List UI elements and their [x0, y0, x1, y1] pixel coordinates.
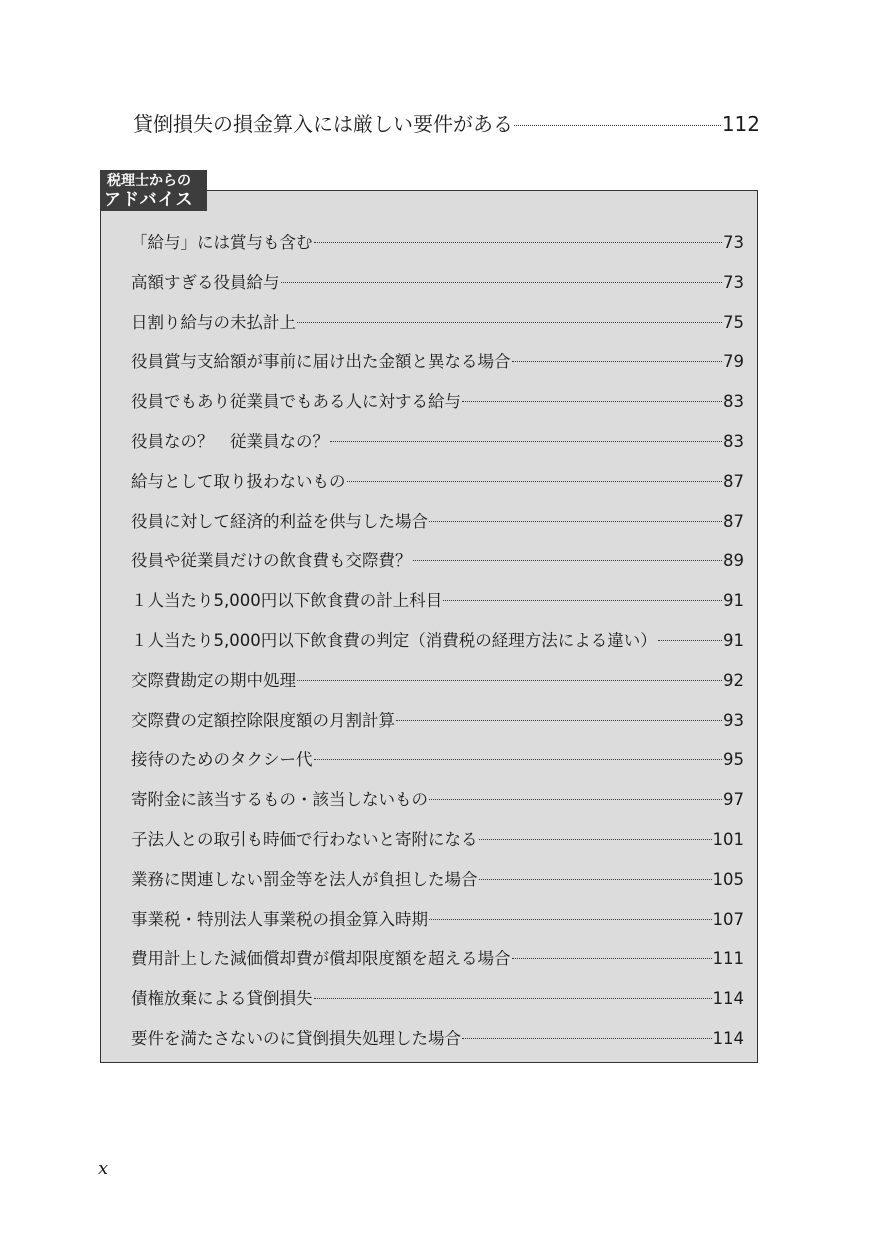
- dot-leader: [297, 322, 722, 323]
- toc-entry: [131, 309, 744, 333]
- dot-leader: [330, 441, 722, 442]
- dot-leader: [512, 361, 723, 362]
- toc-entry-title: 日割り給与の未払計上: [131, 312, 296, 332]
- toc-entry-title: 交際費の定額控除限度額の月割計算: [131, 710, 395, 730]
- toc-entry-page: 91: [723, 631, 744, 650]
- dot-leader: [396, 720, 722, 721]
- toc-entry-page: 112: [721, 112, 760, 136]
- toc-entry-title: 業務に関連しない罰金等を法人が負担した場合: [131, 869, 478, 889]
- toc-entry-page: 101: [712, 830, 744, 849]
- toc-entry-page: 75: [723, 312, 744, 332]
- toc-entry-page: 93: [723, 710, 744, 730]
- toc-entry: [131, 707, 744, 731]
- advice-box: [100, 190, 758, 1063]
- toc-entry: [131, 428, 744, 452]
- dot-leader: [514, 125, 721, 126]
- toc-entry-page: 73: [723, 272, 744, 292]
- toc-entry-page: 92: [723, 670, 744, 690]
- toc-entry-title: １人当たり5,000円以下飲食費の計上科目: [131, 591, 443, 611]
- toc-entry: [131, 1025, 744, 1049]
- toc-entry-title: 事業税・特別法人事業税の損金算入時期: [131, 909, 428, 929]
- toc-entry-page: 87: [723, 471, 744, 491]
- toc-entry-title: 交際費勘定の期中処理: [131, 670, 296, 690]
- toc-entry-title: 給与として取り扱わないもの: [131, 471, 346, 491]
- toc-entry-title: 高額すぎる役員給与: [131, 272, 280, 292]
- advice-badge-line1: 税理士からの: [107, 173, 191, 189]
- page-folio: x: [98, 1158, 109, 1179]
- toc-entry: [131, 985, 744, 1009]
- toc-entry-title: 貸倒損失の損金算入には厳しい要件がある: [133, 112, 513, 136]
- dot-leader: [658, 640, 722, 641]
- toc-entry: [131, 229, 744, 253]
- toc-entry: [131, 746, 744, 770]
- toc-entry: [131, 547, 744, 571]
- toc-entry: [131, 866, 744, 890]
- dot-leader: [462, 401, 722, 402]
- toc-entry-title: 「給与」には賞与も含む: [131, 233, 313, 252]
- dot-leader: [347, 481, 723, 482]
- toc-entry-page: 91: [723, 591, 744, 611]
- toc-entry-page: 105: [712, 869, 744, 889]
- toc-entry: [131, 826, 744, 850]
- dot-leader: [413, 560, 723, 561]
- toc-entry: [131, 906, 744, 930]
- toc-entry-page: 114: [712, 1029, 744, 1048]
- toc-entry-top: [133, 108, 760, 138]
- toc-entry-title: 寄附金に該当するもの・該当しないもの: [131, 790, 428, 810]
- toc-entry-title: 役員に対して経済的利益を供与した場合: [131, 511, 428, 531]
- dot-leader: [429, 521, 722, 522]
- toc-entry-page: 97: [723, 790, 744, 810]
- dot-leader: [479, 879, 712, 880]
- toc-entry: [131, 587, 744, 611]
- toc-entry: [131, 269, 744, 293]
- dot-leader: [429, 799, 722, 800]
- toc-entry-page: 111: [712, 949, 744, 969]
- toc-entry-page: 95: [723, 750, 744, 770]
- dot-leader: [429, 919, 712, 920]
- toc-entry: [131, 627, 744, 651]
- toc-entry-title: 要件を満たさないのに貸倒損失処理した場合: [131, 1029, 461, 1048]
- toc-entry-title: 接待のためのタクシー代: [131, 750, 313, 770]
- toc-entry-title: 費用計上した減価償却費が償却限度額を超える場合: [131, 949, 511, 969]
- toc-entry-title: 子法人との取引も時価で行わないと寄附になる: [131, 830, 478, 849]
- toc-entry-title: 役員でもあり従業員でもある人に対する給与: [131, 392, 461, 412]
- toc-entry-page: 73: [723, 233, 744, 252]
- toc-entry-page: 87: [723, 511, 744, 531]
- toc-entry-page: 114: [712, 989, 744, 1009]
- toc-entry: [131, 468, 744, 492]
- dot-leader: [297, 680, 722, 681]
- dot-leader: [314, 759, 723, 760]
- toc-entry-title: 債権放棄による貸倒損失: [131, 989, 313, 1009]
- toc-entry: [131, 508, 744, 532]
- toc-entry-title: 役員賞与支給額が事前に届け出た金額と異なる場合: [131, 352, 511, 372]
- dot-leader: [443, 600, 722, 601]
- dot-leader: [512, 958, 712, 959]
- toc-entry: [131, 667, 744, 691]
- dot-leader: [314, 998, 712, 999]
- dot-leader: [462, 1038, 712, 1039]
- toc-entry: [131, 388, 744, 412]
- toc-entry: [131, 945, 744, 969]
- toc-entry-page: 83: [723, 392, 744, 412]
- toc-entry: [131, 786, 744, 810]
- toc-entry: [131, 348, 744, 372]
- advice-badge: [100, 170, 207, 211]
- toc-entry-title: 役員や従業員だけの飲食費も交際費？: [131, 551, 412, 571]
- toc-entry-title: １人当たり5,000円以下飲食費の判定（消費税の経理方法による違い）: [131, 631, 657, 650]
- toc-entry-page: 83: [723, 432, 744, 451]
- dot-leader: [281, 282, 723, 283]
- toc-entry-page: 89: [723, 551, 744, 571]
- toc-entry-page: 107: [712, 909, 744, 929]
- toc-entry-title: 役員なの？ 従業員なの？: [131, 432, 329, 451]
- advice-badge-line2: アドバイス: [104, 190, 194, 210]
- dot-leader: [479, 839, 712, 840]
- dot-leader: [314, 242, 723, 243]
- toc-entry-page: 79: [723, 352, 744, 372]
